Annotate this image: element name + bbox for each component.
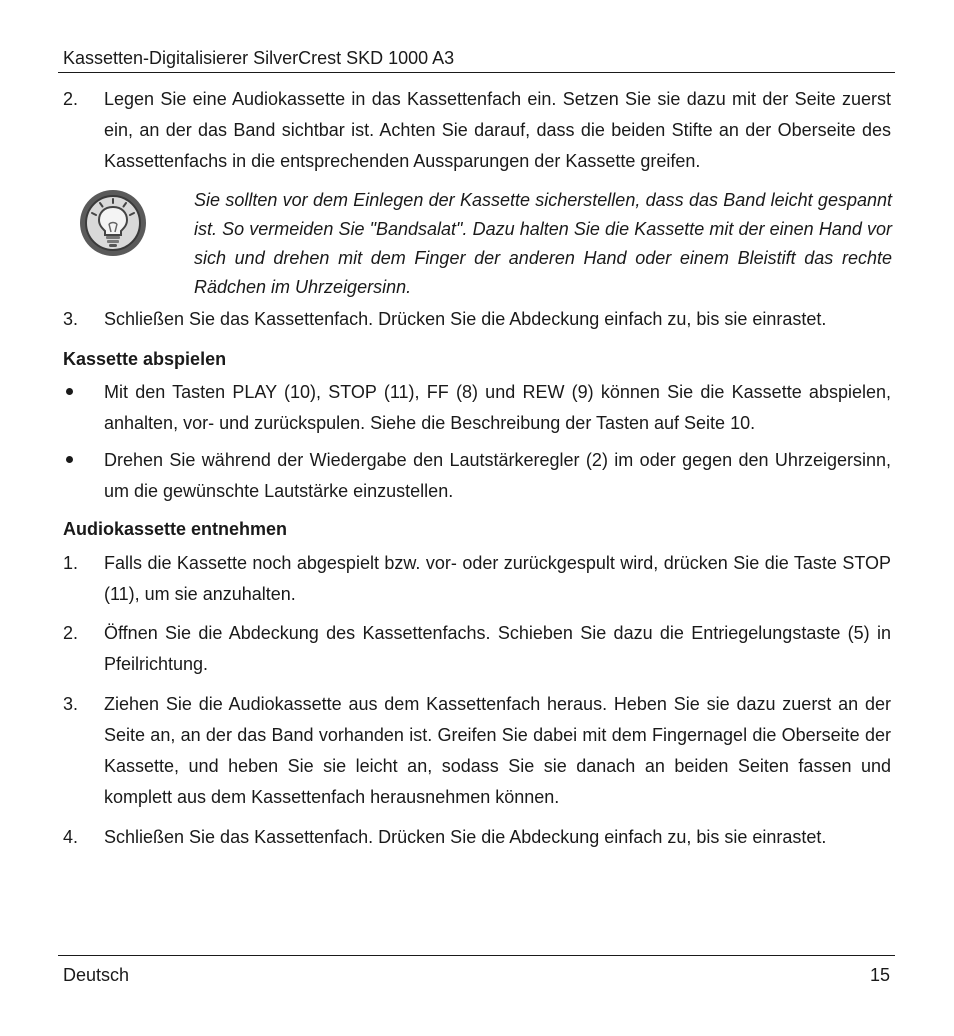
bullet-dot-icon — [66, 388, 73, 395]
header-title: Kassetten-Digitalisierer SilverCrest SKD 1000 A3 — [63, 48, 455, 68]
step-item — [63, 689, 891, 813]
step-item — [63, 618, 891, 680]
step-text: Öffnen Sie die Abdeckung des Kassettenfachs. Schieben Sie dazu die Entriegelungstaste (5) in Pfeilrichtung. — [104, 623, 891, 674]
step-item — [63, 304, 891, 335]
section-heading-remove: Audiokassette entnehmen — [63, 519, 288, 539]
bullet-item — [63, 445, 891, 507]
bullet-item — [63, 377, 891, 439]
step-number: 3. — [63, 309, 79, 329]
step-text: Falls die Kassette noch abgespielt bzw. vor- oder zurückgespult wird, drücken Sie die Taste STOP (11), um sie anzuhalten. — [104, 553, 891, 604]
footer-language: Deutsch — [63, 965, 130, 985]
step-number: 2. — [63, 623, 79, 643]
footer-rule — [58, 955, 895, 956]
bullet-text: Drehen Sie während der Wiedergabe den Lautstärkeregler (2) im oder gegen den Uhrzeigersinn, um die gewünschte Lautstärke einzustellen. — [104, 450, 891, 501]
lightbulb-icon — [78, 188, 148, 258]
step-item — [63, 84, 891, 177]
step-text: Schließen Sie das Kassettenfach. Drücken Sie die Abdeckung einfach zu, bis sie einrastet. — [104, 309, 827, 329]
header-rule — [58, 72, 895, 73]
note-text: Sie sollten vor dem Einlegen der Kassette sicherstellen, dass das Band leicht gespannt ist. So vermeiden Sie "Bandsalat". Dazu halten Sie die Kassette mit der einen Hand vor sich und drehen mit dem Finger der anderen Hand oder einem Bleistift das rechte Rädchen im Uhrzeigersinn. — [194, 190, 892, 297]
section-heading-play: Kassette abspielen — [63, 349, 227, 369]
step-number: 1. — [63, 553, 79, 573]
bullet-text: Mit den Tasten PLAY (10), STOP (11), FF (8) und REW (9) können Sie die Kassette abspielen, anhalten, vor- und zurückspulen. Siehe die Beschreibung der Tasten auf Seite 10. — [104, 382, 891, 433]
step-number: 4. — [63, 827, 79, 847]
step-number: 3. — [63, 694, 79, 714]
step-item — [63, 548, 891, 610]
step-text: Legen Sie eine Audiokassette in das Kassettenfach ein. Setzen Sie sie dazu mit der Seite zuerst ein, an der das Band sichtbar ist. Achten Sie darauf, dass die beiden Stifte an der Oberseite des Kassettenfachs in die entsprechenden Aussparungen der Kassette greifen. — [104, 89, 891, 171]
bullet-marker — [63, 445, 99, 476]
bullet-marker — [63, 377, 99, 408]
page-number: 15 — [869, 965, 890, 985]
step-item — [63, 822, 891, 853]
step-text: Ziehen Sie die Audiokassette aus dem Kassettenfach heraus. Heben Sie sie dazu zuerst an der Seite an, an der das Band vorhanden ist. Greifen Sie dabei mit dem Fingernagel die Oberseite der Kassette, und heben Sie sie leicht an, sodass Sie sie danach an beiden Seiten fassen und komplett aus dem Kassettenfach herausnehmen können. — [104, 694, 891, 807]
step-number: 2. — [63, 89, 79, 109]
bullet-dot-icon — [66, 456, 73, 463]
step-text: Schließen Sie das Kassettenfach. Drücken Sie die Abdeckung einfach zu, bis sie einrastet. — [104, 827, 827, 847]
